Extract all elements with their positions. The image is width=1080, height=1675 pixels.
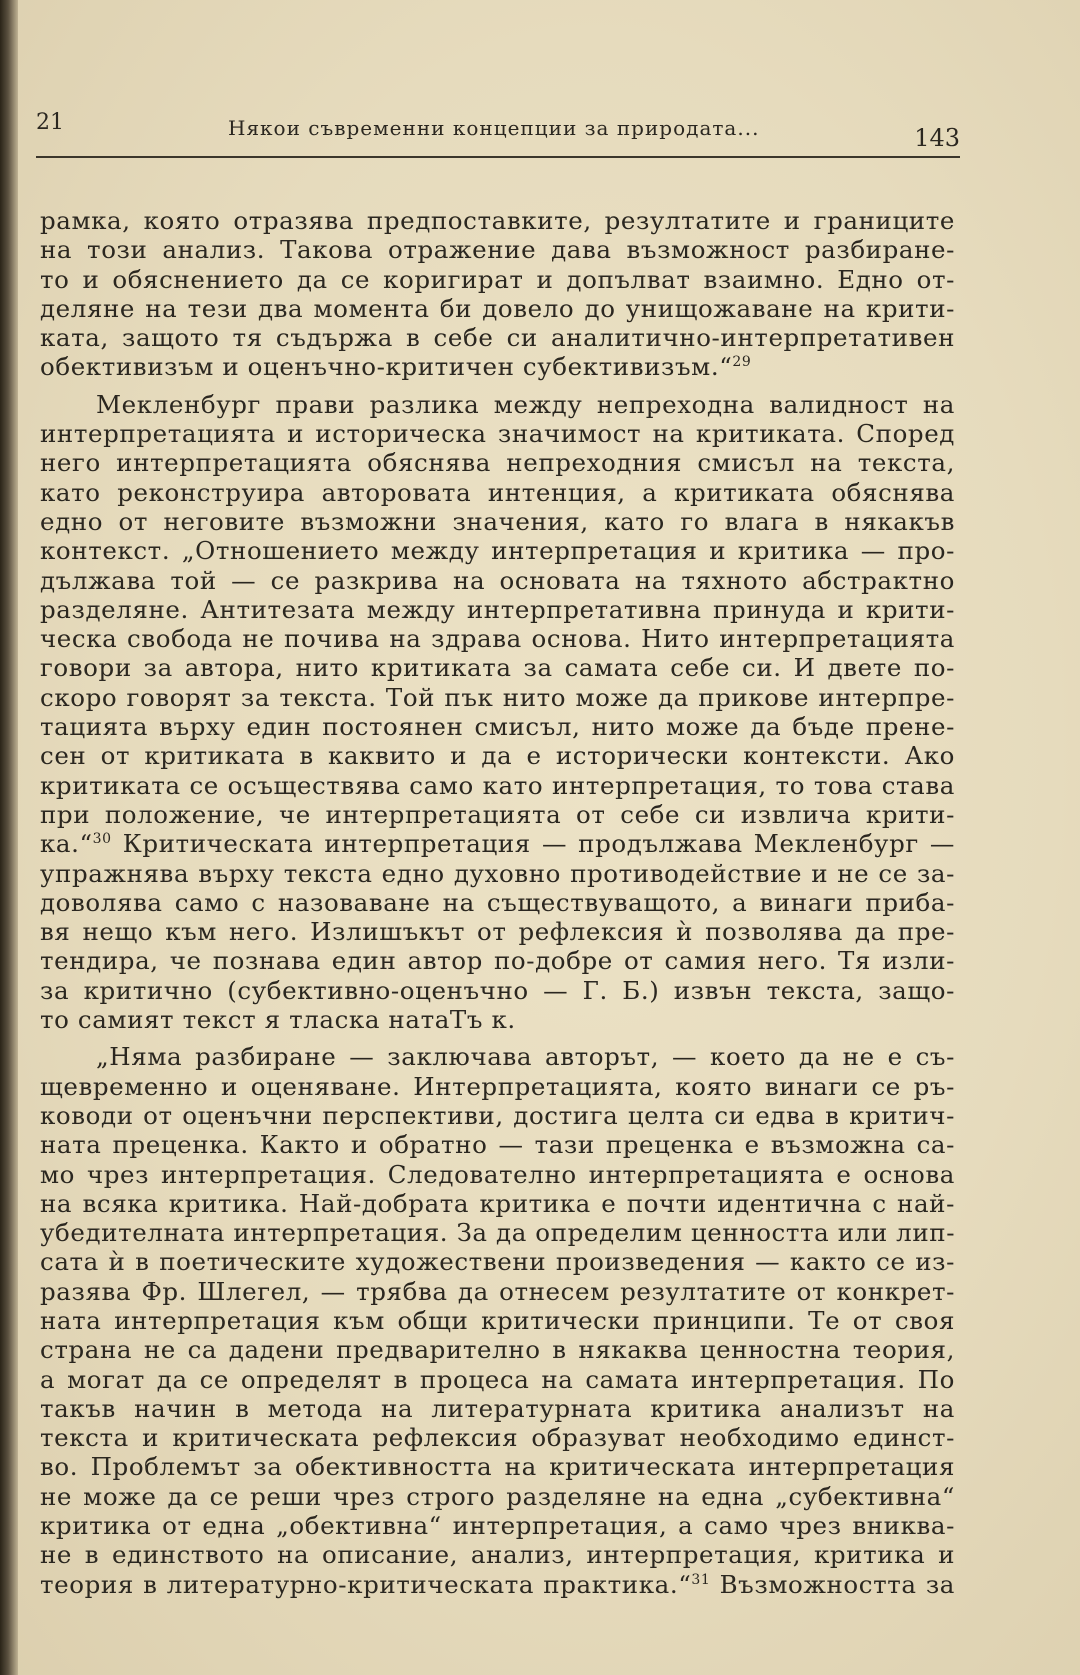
- text-line: обективизъм и оценъчно-критичен субективизъм.“$^{29}$: [40, 352, 752, 382]
- text-line: критиката се осъществява само като интерпретация, то това става: [40, 770, 955, 800]
- text-line: то и обяснението да се коригират и допълват взаимно. Едно от-: [40, 264, 955, 294]
- text-line: ческа свобода не почива на здрава основа. Нито интерпретацията: [40, 624, 955, 654]
- text-line: вя нещо към него. Излишъкът от рефлексия ѝ позволява да пре-: [40, 917, 955, 947]
- text-line: [40, 829, 955, 858]
- text-line: рамка, която отразява предпоставките, резултатите и границите: [40, 206, 955, 235]
- text-line: мо чрез интерпретация. Следователно интерпретацията е основа: [40, 1159, 955, 1189]
- text-line: убедителната интерпретация. За да определим ценността или лип-: [40, 1218, 956, 1248]
- footnote-marker: 29: [732, 354, 752, 371]
- text-line: упражнява върху текста едно духовно противодействие и не се за-: [40, 858, 955, 888]
- footnote-marker: 30: [92, 831, 112, 848]
- text-line: ната интерпретация към общи критически принципи. Те от своя: [40, 1305, 955, 1335]
- text-line: сата ѝ в поетическите художествени произведения — както се из-: [40, 1247, 955, 1277]
- paragraph-gap: [40, 1034, 955, 1042]
- text-line: за критично (субективно-оценъчно — Г. Б.) извън текста, защо-: [40, 975, 955, 1005]
- running-title: Някои съвременни концепции за природата...: [228, 116, 760, 140]
- paragraph: [40, 829, 955, 1034]
- text-line: доволява само с назоваване на съществуващото, а винаги приба-: [40, 887, 955, 917]
- text-line: като реконструира авторовата интенция, а критиката обяснява: [40, 477, 955, 507]
- signature-number: 21: [36, 110, 64, 135]
- text-line: на този анализ. Такова отражение дава възможност разбиране-: [40, 235, 955, 265]
- text-line: контекст. „Отношението между интерпретация и критика — про-: [40, 536, 955, 566]
- text-line: а могат да се определят в процеса на самата интерпретация. По: [40, 1364, 955, 1394]
- text-line: скоро говорят за текста. Той пък нито може да прикове интерпре-: [40, 682, 955, 712]
- text-line: Мекленбург прави разлика между непреходна валидност на: [96, 389, 955, 419]
- text-line: тацията върху един постоянен смисъл, нито може да бъде прене-: [40, 712, 955, 742]
- body-text: [40, 206, 955, 1599]
- page-header: [36, 104, 960, 154]
- text-line: ката, защото тя съдържа в себе си аналитично-интерпретативен: [40, 323, 955, 353]
- header-rule: [36, 156, 960, 158]
- text-line: „Няма разбиране — заключава авторът, — което да не е съ-: [96, 1042, 955, 1072]
- text-line: ната преценка. Както и обратно — тази преценка е възможна са-: [40, 1130, 955, 1160]
- text-line: едно от неговите възможни значения, като го влага в някакъв: [40, 506, 955, 536]
- text-fragment: Възможността за: [710, 1569, 955, 1599]
- text-fragment: теория в литературно-критическата практика.“: [40, 1569, 692, 1599]
- text-line: текста и критическата рефлексия образуват необходимо единст-: [40, 1423, 955, 1453]
- text-fragment: ка.“: [40, 829, 93, 859]
- paragraph-gap: [40, 382, 955, 390]
- text-line: тендира, че познава един автор по-добре от самия него. Тя изли-: [40, 946, 955, 976]
- text-line: деляне на тези два момента би довело до унищожаване на крити-: [40, 293, 955, 323]
- text-line: говори за автора, нито критиката за самата себе си. И двете по-: [40, 653, 955, 683]
- text-line: разделяне. Антитезата между интерпретативна принуда и крити-: [40, 594, 955, 624]
- book-spine-shadow: [0, 0, 18, 1675]
- text-line: страна не са дадени предварително в някаква ценностна теория,: [40, 1335, 955, 1365]
- text-line: [40, 1570, 955, 1599]
- page-number: 143: [914, 124, 960, 152]
- footnote-marker: 31: [691, 1571, 711, 1588]
- text-line: ководи от оценъчни перспективи, достига целта си едва в критич-: [40, 1100, 955, 1130]
- paragraph: [40, 390, 955, 829]
- text-fragment: Критическата интерпретация — продължава Мекленбург —: [111, 829, 955, 859]
- text-line: при положение, че интерпретацията от себе си извлича крити-: [40, 799, 955, 829]
- text-line: такъв начин в метода на литературната критика анализът на: [40, 1393, 955, 1423]
- text-line: во. Проблемът за обективността на критическата интерпретация: [40, 1452, 955, 1482]
- text-line: интерпретацията и историческа значимост на критиката. Според: [40, 419, 955, 449]
- text-line: не в единството на описание, анализ, интерпретация, критика и: [40, 1540, 955, 1570]
- text-line: сен от критиката в каквито и да е исторически контексти. Ако: [40, 741, 955, 771]
- text-line: дължава той — се разкрива на основата на тяхното абстрактно: [40, 565, 955, 595]
- text-line: то самият текст я тласка натаТъ к.: [40, 1005, 516, 1035]
- paragraph: [40, 1042, 955, 1599]
- text-line: него интерпретацията обяснява непреходния смисъл на текста,: [40, 448, 955, 478]
- text-line: не може да се реши чрез строго разделяне на една „субективна“: [40, 1481, 955, 1511]
- text-line: разява Фр. Шлегел, — трябва да отнесем резултатите от конкрет-: [40, 1276, 955, 1306]
- text-line: на всяка критика. Най-добрата критика е почти идентична с най-: [40, 1188, 955, 1218]
- text-line: щевременно и оценяване. Интерпретацията, която винаги се ръ-: [40, 1071, 955, 1101]
- paragraph: [40, 206, 955, 382]
- text-line: критика от една „обективна“ интерпретация, а само чрез вниква-: [40, 1511, 955, 1541]
